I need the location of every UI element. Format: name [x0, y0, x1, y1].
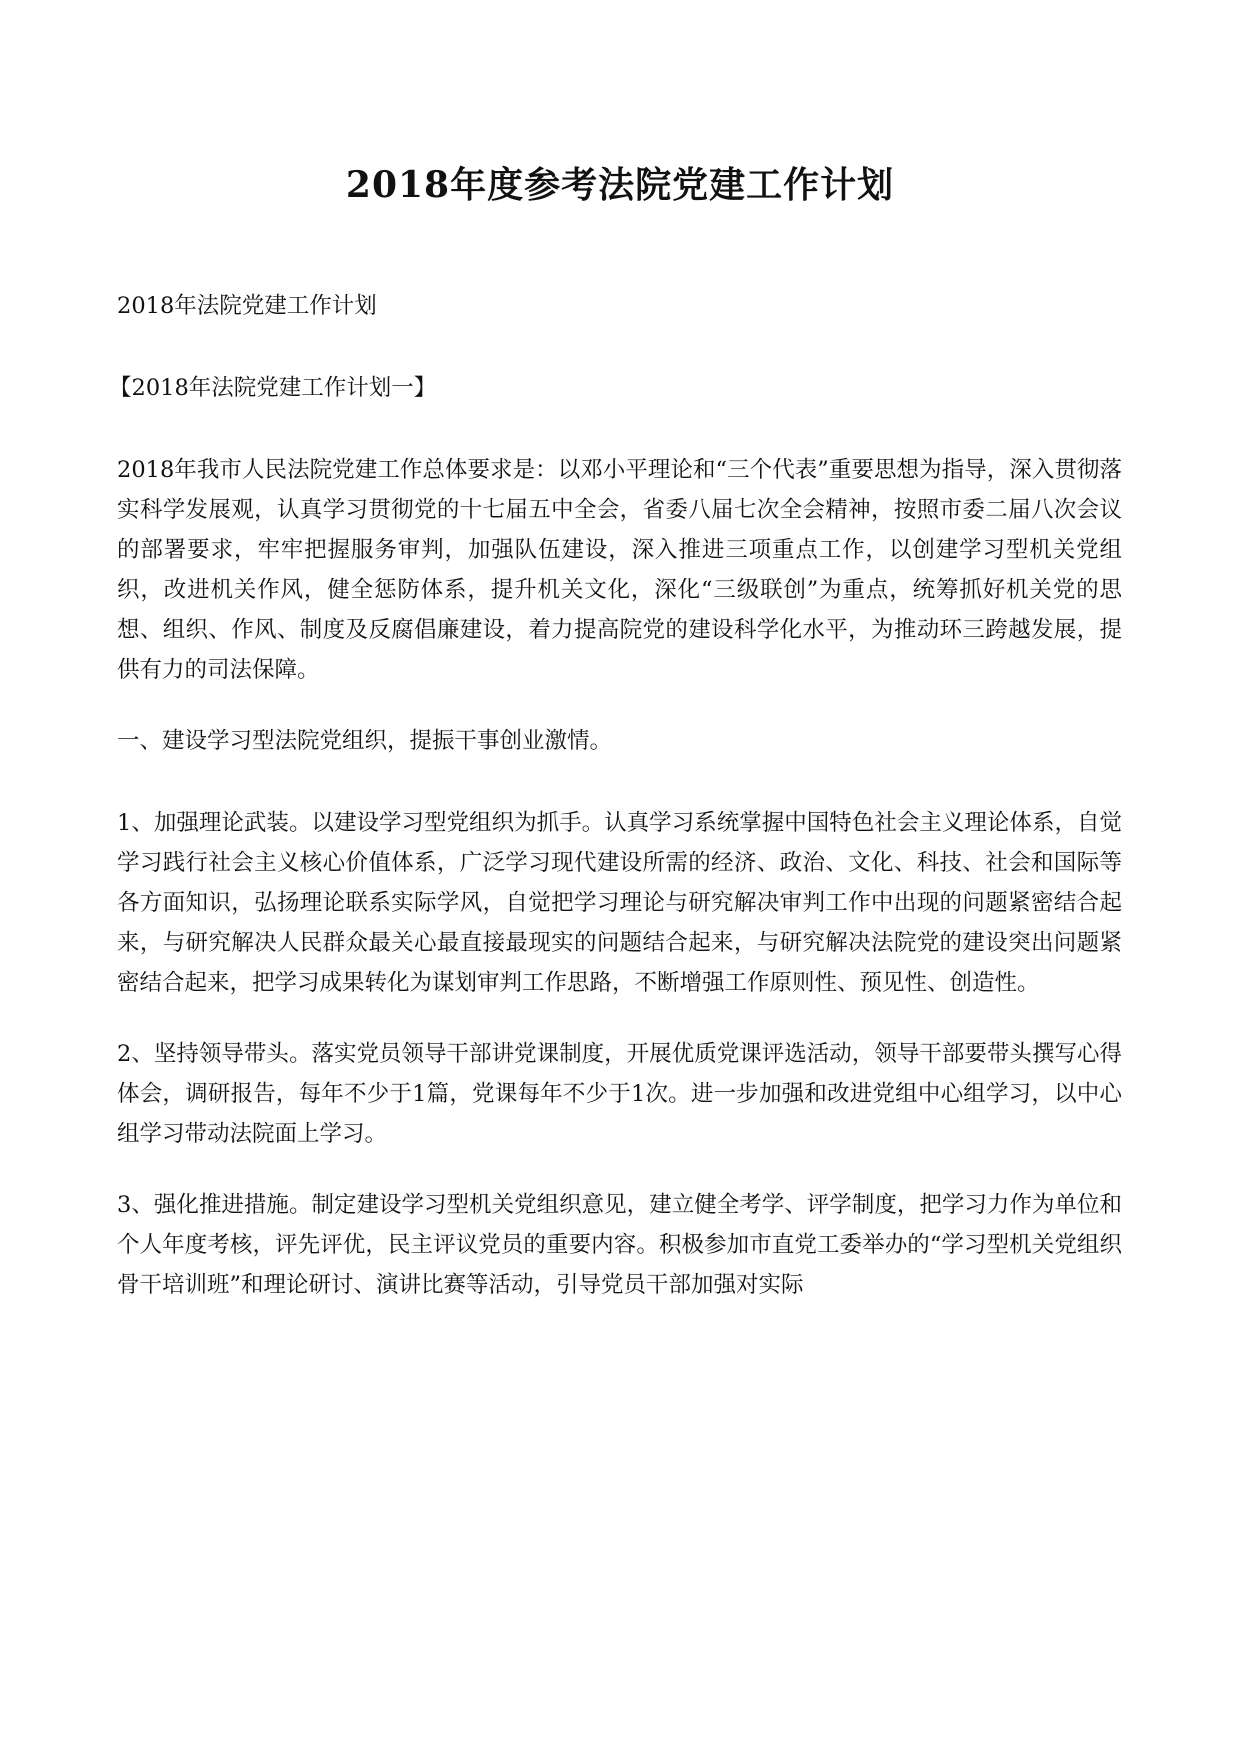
section-one-heading: 一、建设学习型法院党组织，提振干事创业激情。 — [117, 728, 613, 754]
section-heading-paragraph: 【2018年法院党建工作计划一】 — [109, 375, 437, 401]
overview-paragraph: 2018年我市人民法院党建工作总体要求是：以邓小平理论和“三个代表”重要思想为指导，深入贯彻落实科学发展观，认真学习贯彻党的十七届五中全会，省委八届七次全会精神，按照市委二届八次会议的部署要求，牢牢把握服务审判，加强队伍建设，深入推进三项重点工作，以创建学习型机关党组织，改进机关作风，健全惩防体系，提升机关文化，深化“三级联创”为重点，统筹抓好机关党的思想、组织、作风、制度及反腐倡廉建设，着力提高院党的建设科学化水平，为推动环三跨越发展，提供有力的司法保障。 — [117, 457, 1122, 683]
item-1-paragraph: 1、加强理论武装。以建设学习型党组织为抓手。认真学习系统掌握中国特色社会主义理论体系，自觉学习践行社会主义核心价值体系，广泛学习现代建设所需的经济、政治、文化、科技、社会和国际等各方面知识，弘扬理论联系实际学风，自觉把学习理论与研究解决审判工作中出现的问题紧密结合起来，与研究解决人民群众最关心最直接最现实的问题结合起来，与研究解决法院党的建设突出问题紧密结合起来，把学习成果转化为谋划审判工作思路，不断增强工作原则性、预见性、创造性。 — [117, 810, 1122, 996]
document-body — [109, 286, 1122, 1336]
item-3-paragraph: 3、强化推进措施。制定建设学习型机关党组织意见，建立健全考学、评学制度，把学习力作为单位和个人年度考核，评先评优，民主评议党员的重要内容。积极参加市直党工委举办的“学习型机关党组织骨干培训班”和理论研讨、演讲比赛等活动，引导党员干部加强对实际 — [117, 1192, 1122, 1298]
document-title: 2018年度参考法院党建工作计划 — [345, 164, 895, 206]
subtitle-paragraph: 2018年法院党建工作计划 — [117, 293, 377, 319]
item-2-paragraph: 2、坚持领导带头。落实党员领导干部讲党课制度，开展优质党课评选活动，领导干部要带头撰写心得体会，调研报告，每年不少于1篇，党课每年不少于1次。进一步加强和改进党组中心组学习，以中心组学习带动法院面上学习。 — [117, 1041, 1122, 1147]
